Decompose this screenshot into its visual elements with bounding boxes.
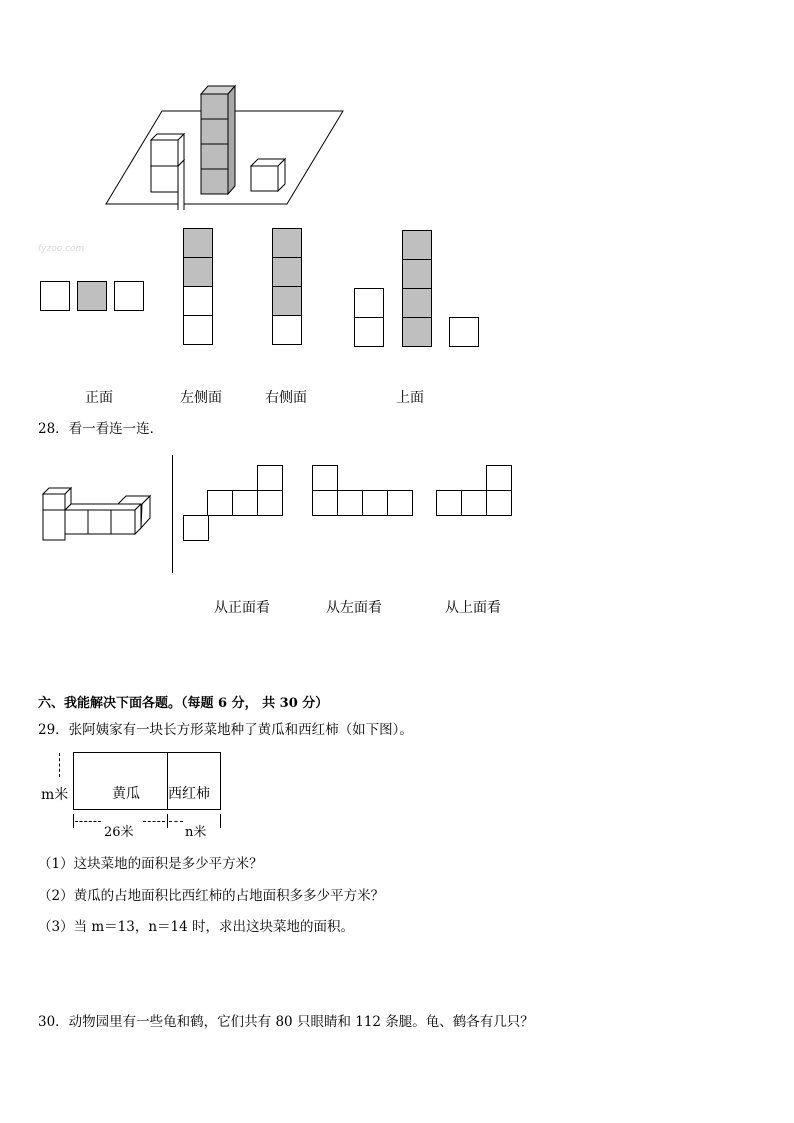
label-front: 正面: [85, 390, 113, 406]
cucumber-label: 黄瓜: [112, 786, 140, 802]
length2-label: n米: [185, 825, 207, 840]
tall-gray-cube-stack: [201, 86, 235, 194]
question-29-title: 29．张阿姨家有一块长方形菜地种了黄瓜和西红柿（如下图）。: [38, 722, 413, 738]
question-28-title: 28．看一看连一连．: [38, 421, 164, 437]
tomato-label: 西红柿: [168, 786, 210, 802]
height-dash-top: [59, 753, 60, 777]
divider-line: [172, 455, 173, 573]
length-tick-mid: [167, 814, 168, 828]
section-6-title: 六、我能解决下面各题。（每题 6 分， 共 30 分）: [38, 696, 329, 711]
left-cube-stack: [151, 134, 184, 210]
length-tick-left: [73, 814, 74, 828]
cube-row-3d-figure: [38, 486, 158, 546]
question-29-sub-2: （2）黄瓜的占地面积比西红柿的占地面积多多少平方米？: [38, 888, 385, 904]
question-30-title: 30．动物园里有一些龟和鹤，它们共有 80 只眼睛和 112 条腿。龟、鹤各有几只？: [38, 1014, 534, 1030]
label-top: 上面: [396, 390, 424, 406]
watermark: fyzoo.com: [38, 244, 85, 254]
question-29-sub-3: （3）当 m＝13，n＝14 时，求出这块菜地的面积。: [38, 919, 355, 935]
label-right-side: 右侧面: [265, 390, 307, 406]
cube-arrangement-3d-figure: [100, 80, 350, 210]
length1-dash: [75, 821, 101, 822]
small-single-cube: [251, 159, 285, 191]
label-from-top: 从上面看: [445, 600, 501, 616]
label-from-left: 从左面看: [326, 600, 382, 616]
question-29-sub-1: （1）这块菜地的面积是多少平方米？: [38, 856, 263, 872]
label-from-front: 从正面看: [214, 600, 270, 616]
length1-dash-right: [143, 821, 165, 822]
length-tick-right: [220, 814, 221, 828]
height-label: m米: [41, 787, 69, 803]
length1-label: 26米: [104, 825, 134, 840]
label-left-side: 左侧面: [180, 390, 222, 406]
length2-dash: [169, 821, 183, 822]
